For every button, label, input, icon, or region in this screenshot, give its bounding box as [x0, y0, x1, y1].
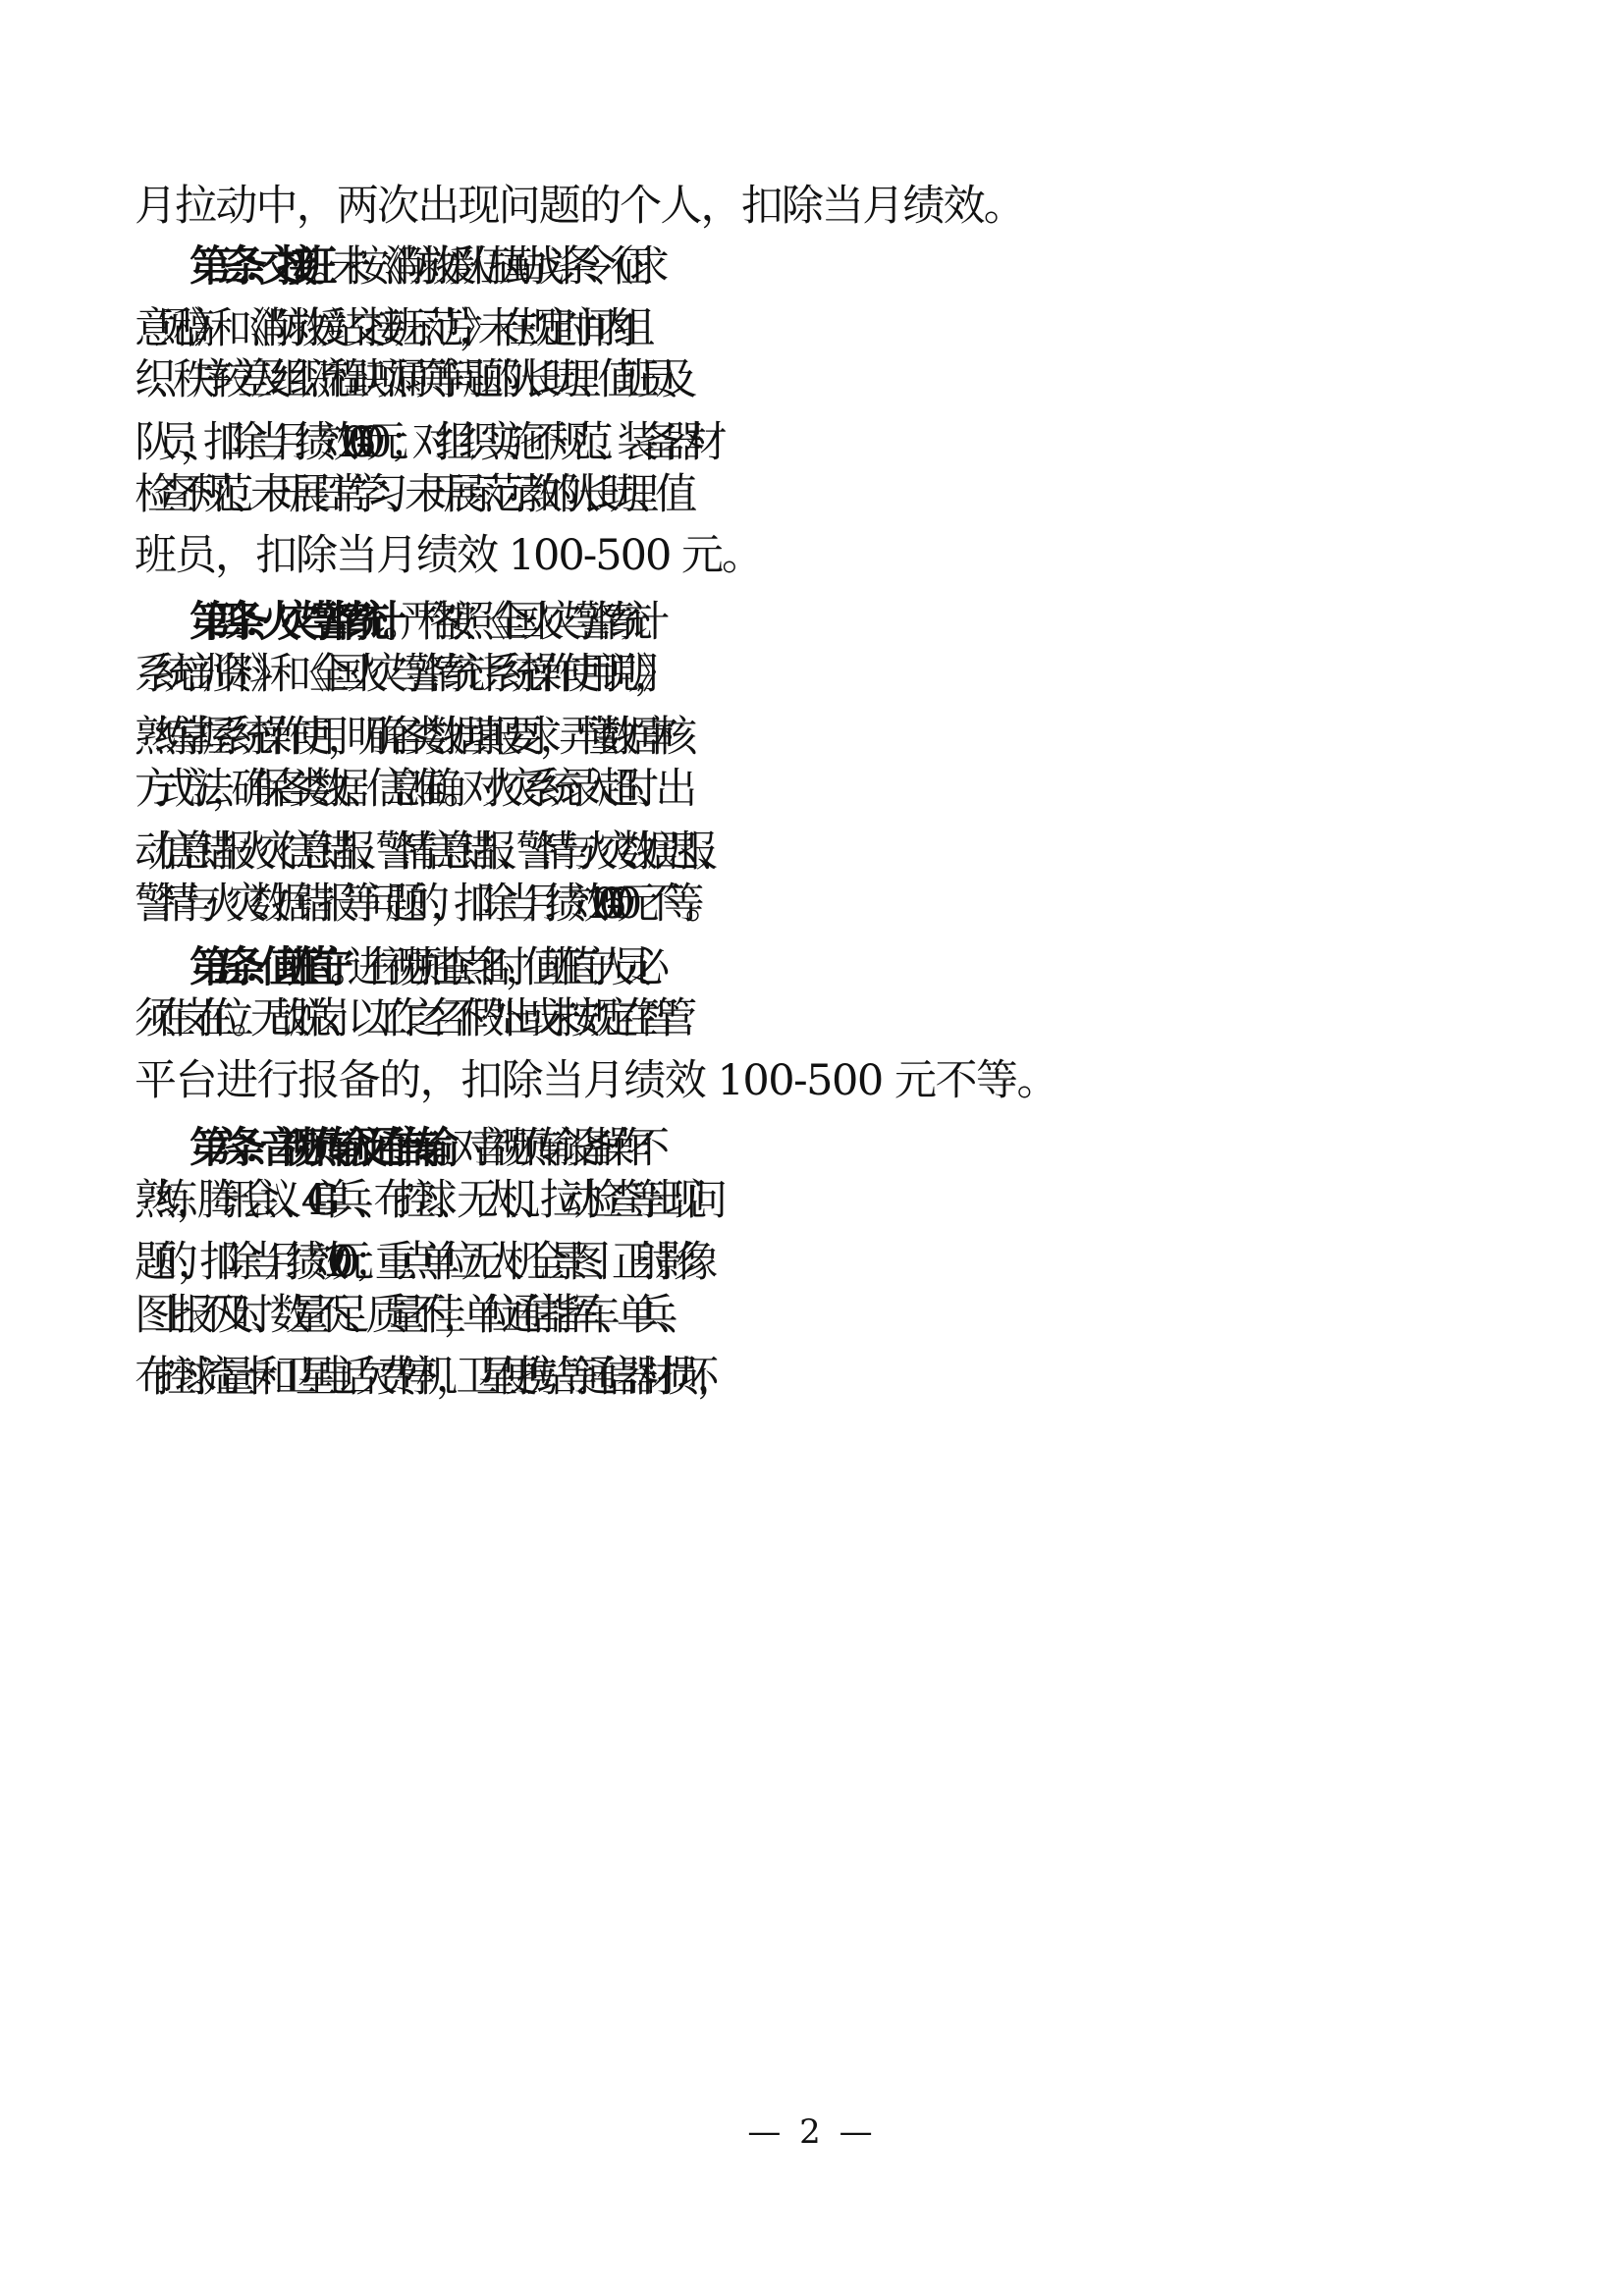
text-line: [135, 521, 1624, 590]
text-line: [135, 870, 1624, 938]
text-line: [135, 1046, 1624, 1115]
text-run: 织、秩序较差及组织流程缺项漏项等问题的队长助理、值班员及: [135, 355, 675, 404]
text-line: [189, 233, 1624, 301]
text-run: 须在岗在位。无故脱岗、以工作之名不假外出或未按规定在智管: [135, 994, 675, 1043]
text-run: 班员，扣除当月绩效 100-500 元。: [135, 531, 763, 580]
text-run: 熟练，腾讯会议、4G 单兵、布控球、无人机、拉动检查等出现问: [135, 1176, 707, 1225]
text-line: [135, 1281, 1624, 1350]
text-line: [135, 985, 1624, 1053]
article-heading: 第六条：音视频传输及通信传输: [189, 1124, 435, 1173]
text-line: [135, 1166, 1624, 1235]
text-run: 动信息错报火灾信息错报、警情信息错报、警情与火灾数据迟报、: [135, 828, 718, 877]
text-run: 。对音视频传输设备操作不: [434, 1124, 646, 1173]
text-run: 检查不规范、未开展日常学习、未开展示范示教的队长助理、值: [135, 470, 675, 519]
text-run: 警情与火灾数据错报等问题的，扣除当月绩效 100-500 元不等。: [135, 880, 708, 929]
text-line: [135, 640, 1624, 709]
text-run: 平台进行报备的，扣除当月绩效 100-500 元不等。: [135, 1056, 1058, 1105]
text-run: 意见稿）》和《消防救援站交接班示范片》，未在规定时间内组: [135, 304, 632, 353]
text-run: 月拉动中，两次出现问题的个人，扣除当月绩效。: [135, 182, 1024, 231]
page-number: — 2 —: [747, 2112, 877, 2152]
text-line: [135, 460, 1624, 529]
text-run: 熟练掌握系统操作使用，明确各类数据填报要求，弄懂数据审核: [135, 713, 675, 762]
text-run: 布控球流量卡和卫星电话欠费停机，卫星便携站等通信器材损坏，: [135, 1353, 718, 1402]
text-run: 。未按《消防救援队伍执勤战斗条令（征求: [311, 242, 646, 292]
article-heading: 第三条：交接班: [189, 242, 312, 292]
article-heading: 第四条：火灾与警情统计: [189, 598, 383, 647]
article-heading: 第五条：值班值守: [189, 943, 330, 992]
text-run: 方式方法，确保各类数据、信息准确。对火灾系统录入超时、出: [135, 765, 675, 814]
text-run: 题的，扣除当月绩效 100 元；重点单位无人机全景图、正射影像: [135, 1238, 698, 1287]
text-run: 。严格按照《全国火灾与警情统计: [382, 598, 646, 647]
text-run: 图上报不及时、数量不足、质量不佳，单位通信指挥车、单兵、: [135, 1291, 675, 1340]
text-line: [135, 172, 1624, 240]
text-line: [135, 1343, 1624, 1412]
text-run: 系统培训资料》和《全国火灾与警情统计系统操作使用说明》，: [135, 650, 654, 699]
text-line: [135, 755, 1624, 824]
text-run: 队员，扣除当月绩效 100-500 元；对组织实施不规范、装备器材: [135, 418, 708, 467]
text-run: 。进行视频抽查点名时，值班值守人员必: [329, 943, 646, 992]
text-line: [135, 346, 1624, 414]
